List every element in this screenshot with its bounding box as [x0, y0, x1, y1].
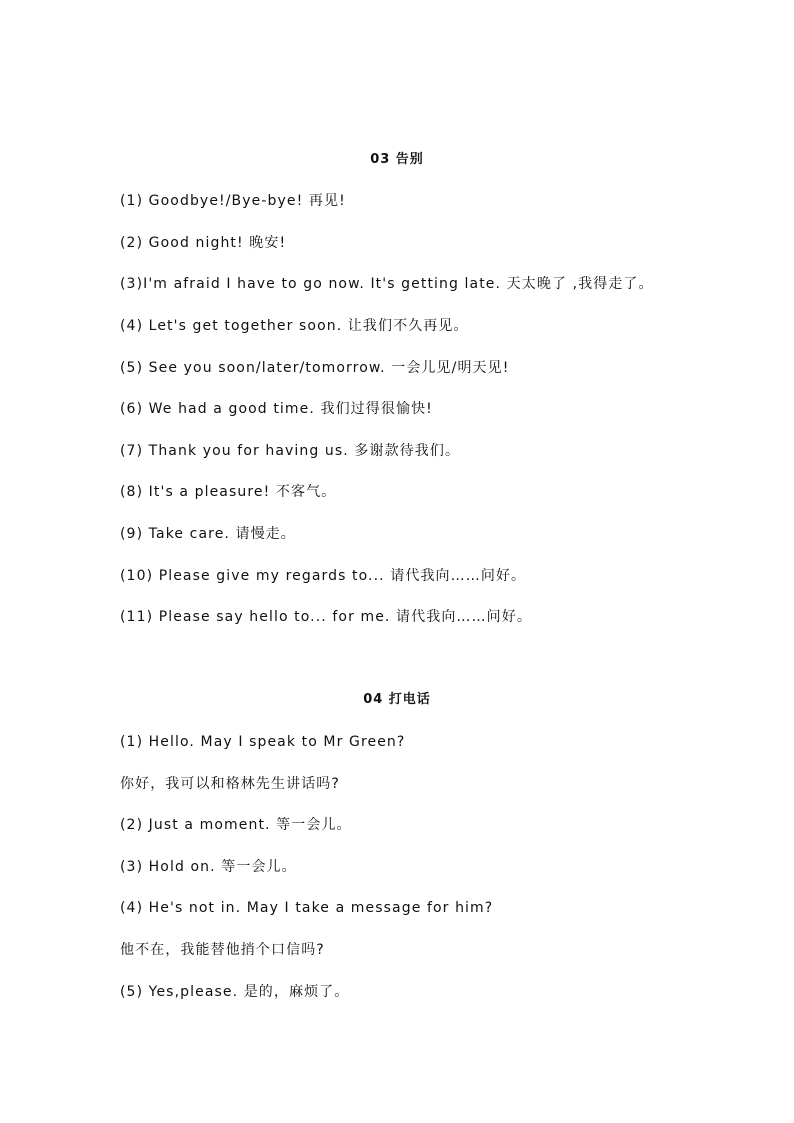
- farewell-line-9: (9) Take care. 请慢走。: [120, 526, 296, 542]
- farewell-line-10: (10) Please give my regards to... 请代我向……问好。: [120, 568, 527, 584]
- phone-line-2: (2) Just a moment. 等一会儿。: [120, 817, 352, 833]
- farewell-line-11: (11) Please say hello to... for me. 请代我向……问好。: [120, 609, 532, 625]
- farewell-line-3: (3)I'm afraid I have to go now. It's getting late. 天太晚了 ,我得走了。: [120, 276, 654, 292]
- farewell-line-5: (5) See you soon/later/tomorrow. 一会儿见/明天见!: [120, 360, 510, 376]
- phone-line-1: (1) Hello. May I speak to Mr Green?: [120, 734, 406, 750]
- phone-line-5: (5) Yes,please. 是的，麻烦了。: [120, 984, 350, 1000]
- farewell-line-4: (4) Let's get together soon. 让我们不久再见。: [120, 318, 469, 334]
- section-03-heading: 03 告别: [370, 152, 424, 167]
- phone-line-4-translation: 他不在，我能替他捎个口信吗?: [120, 942, 325, 958]
- farewell-line-2: (2) Good night! 晚安!: [120, 235, 287, 251]
- phone-line-3: (3) Hold on. 等一会儿。: [120, 859, 297, 875]
- farewell-line-6: (6) We had a good time. 我们过得很愉快!: [120, 401, 433, 417]
- phone-line-1-translation: 你好，我可以和格林先生讲话吗?: [120, 776, 340, 792]
- phone-line-4: (4) He's not in. May I take a message for him?: [120, 900, 494, 916]
- section-04-heading: 04 打电话: [363, 692, 431, 707]
- farewell-line-1: (1) Goodbye!/Bye-bye! 再见!: [120, 193, 346, 209]
- farewell-line-7: (7) Thank you for having us. 多谢款待我们。: [120, 443, 461, 459]
- farewell-line-8: (8) It's a pleasure! 不客气。: [120, 484, 337, 500]
